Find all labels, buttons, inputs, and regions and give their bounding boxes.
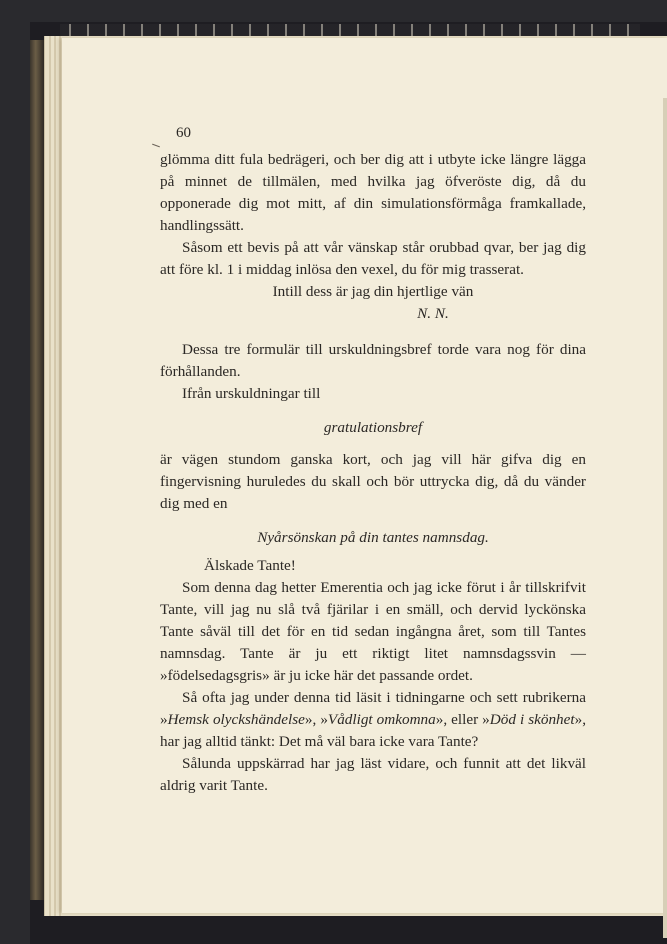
salutation: Älskade Tante! bbox=[204, 557, 296, 574]
page-right-edge bbox=[663, 98, 667, 938]
page-layer bbox=[59, 36, 61, 916]
page-number: 60 bbox=[176, 125, 191, 141]
page-layer bbox=[49, 36, 51, 916]
paragraph-8-text-b: », » bbox=[304, 711, 328, 728]
paragraph-7: Som denna dag hetter Emerentia och jag icke förut i år tillskrifvit Tante, vill jag nu slå två fjärilar i en smäll, och dervid lyckönska Tante såväl till det för en tid sedan ingångna året, som till Tantes namnsdag. Tante är ju ett riktigt litet namnsdagssvin — »födelsedagsgris» är ju icke här det passande ordet. bbox=[160, 579, 586, 684]
paragraph-8 bbox=[160, 687, 586, 753]
heading-gratulationsbref: gratulationsbref bbox=[323, 419, 423, 436]
paragraph-6: är vägen stundom ganska kort, och jag vill här gifva dig en fingervisning huruledes du skall och bör uttrycka dig, då du vänder dig med en bbox=[160, 451, 586, 512]
page-text bbox=[160, 125, 586, 797]
paragraph-5: Ifrån urskuldningar till bbox=[182, 385, 321, 402]
paragraph-8-text-c: », eller » bbox=[435, 711, 490, 728]
heading-nyarsonskan: Nyårsönskan på din tantes namnsdag. bbox=[257, 529, 489, 546]
paragraph-closing: Intill dess är jag din hjertlige vän bbox=[272, 283, 474, 300]
paragraph-8-italic-3: Död i skönhet bbox=[489, 711, 575, 728]
signature: N. N. bbox=[417, 305, 449, 322]
paragraph-9: Sålunda uppskärrad har jag läst vidare, och funnit att det likväl aldrig varit Tante. bbox=[160, 755, 586, 794]
paragraph-8-text-a: Så ofta jag under denna tid läsit i tidningarne och sett rubrikerna » bbox=[160, 689, 586, 728]
paragraph-8-italic-1: Hemsk olyckshändelse bbox=[167, 711, 305, 728]
book-spine bbox=[30, 40, 44, 900]
paragraph-2: Såsom ett bevis på att vår vänskap står orubbad qvar, ber jag dig att före kl. 1 i middag inlösa den vexel, du för mig trasserat. bbox=[160, 239, 586, 278]
page-layer bbox=[54, 36, 56, 916]
paragraph-8-italic-2: Vådligt omkomna bbox=[327, 711, 436, 728]
paragraph-4: Dessa tre formulär till urskuldningsbref torde vara nog för dina förhållanden. bbox=[160, 341, 586, 380]
paragraph-1: glömma ditt fula bedrägeri, och ber dig att i utbyte icke längre lägga på minnet de tillmälen, med hvilka jag öfveröste dig, då du opponerade dig mot mitt, af din simulationsförmåga framkallade, handlingssätt. bbox=[160, 151, 586, 234]
paragraph-8-text-d: », har jag alltid tänkt: Det må väl bara icke vara Tante? bbox=[160, 711, 586, 750]
